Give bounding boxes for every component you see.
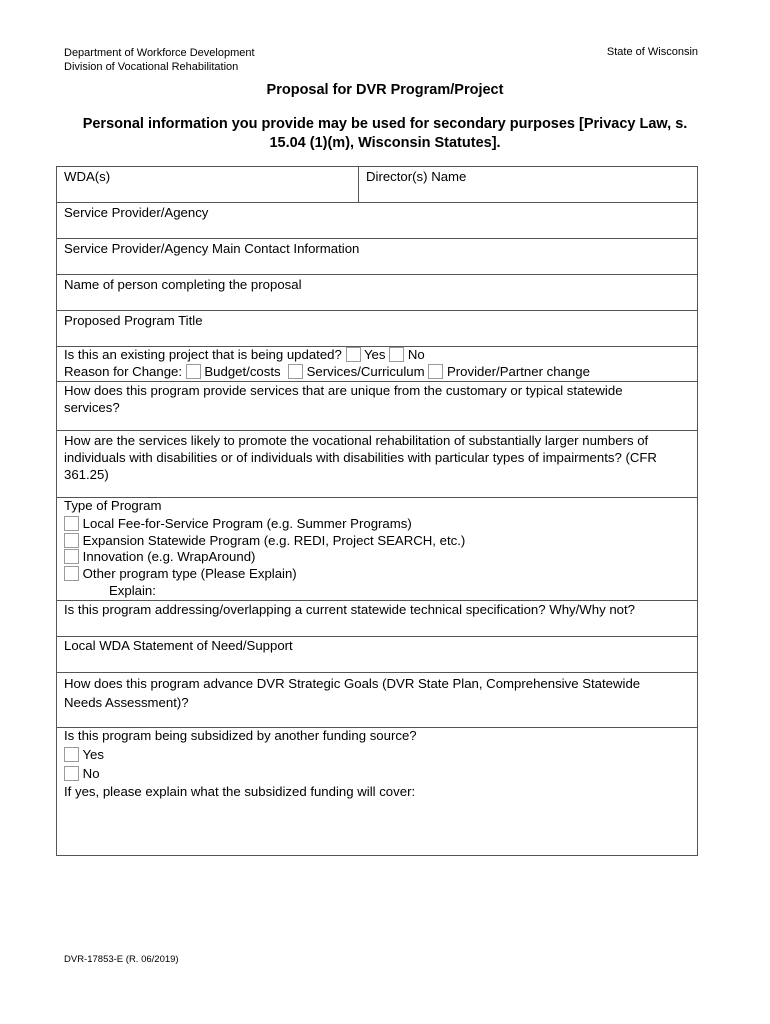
program-type-expansion-checkbox[interactable] xyxy=(64,533,79,548)
wda-director-row xyxy=(57,167,697,203)
unique-services-line-1: How does this program provide services that are unique from the customary or typical statewide xyxy=(64,383,623,398)
privacy-notice xyxy=(60,115,710,153)
reason-budget-checkbox[interactable] xyxy=(186,364,201,379)
reason-provider-checkbox[interactable] xyxy=(428,364,443,379)
program-type-other-checkbox[interactable] xyxy=(64,566,79,581)
department-name: Department of Workforce Development xyxy=(64,47,255,59)
wda-field[interactable] xyxy=(57,167,359,202)
subsidized-no-option xyxy=(64,766,100,781)
form-number: DVR-17853-E (R. 06/2019) xyxy=(64,954,179,965)
program-type-option-other xyxy=(64,566,297,581)
strategic-goals-field[interactable] xyxy=(57,673,697,728)
subsidized-question: Is this program being subsidized by another funding source? xyxy=(64,728,417,743)
strategic-goals-line-1: How does this program advance DVR Strategic Goals (DVR State Plan, Comprehensive Statewide xyxy=(64,676,641,691)
strategic-goals-question xyxy=(64,674,640,712)
subsidized-section xyxy=(57,728,697,855)
need-support-field[interactable] xyxy=(57,637,697,673)
directors-name-label: Director(s) Name xyxy=(366,169,467,184)
program-title-field[interactable] xyxy=(57,311,697,347)
program-type-option-expansion xyxy=(64,533,465,548)
existing-yes-label: Yes xyxy=(363,347,386,362)
wda-label: WDA(s) xyxy=(64,169,111,184)
person-completing-field[interactable] xyxy=(57,275,697,311)
department-header xyxy=(64,46,255,74)
reason-services-checkbox[interactable] xyxy=(288,364,303,379)
subsidized-yes-label: Yes xyxy=(82,747,104,762)
program-type-section xyxy=(57,498,697,601)
program-type-other-label: Other program type (Please Explain) xyxy=(82,566,297,581)
form-title: Proposal for DVR Program/Project xyxy=(266,82,504,98)
privacy-notice-line-1: Personal information you provide may be used for secondary purposes [Privacy Law, s. xyxy=(82,116,688,132)
program-type-innovation-checkbox[interactable] xyxy=(64,549,79,564)
strategic-goals-line-2: Needs Assessment)? xyxy=(64,695,189,710)
promote-rehabilitation-field[interactable] xyxy=(57,431,697,498)
state-name: State of Wisconsin xyxy=(606,46,698,58)
person-completing-label: Name of person completing the proposal xyxy=(64,277,302,292)
promote-line-2: individuals with disabilities or of individuals with disabilities with particular types of impairments? (CFR xyxy=(64,450,657,465)
unique-services-line-2: services? xyxy=(64,400,120,415)
program-type-innovation-label: Innovation (e.g. WrapAround) xyxy=(82,549,256,564)
promote-line-1: How are the services likely to promote the vocational rehabilitation of substantially larger numbers of xyxy=(64,433,649,448)
directors-name-field[interactable] xyxy=(359,167,697,202)
existing-project-line xyxy=(64,347,425,362)
reason-provider-label: Provider/Partner change xyxy=(446,364,590,379)
program-type-local-checkbox[interactable] xyxy=(64,516,79,531)
program-type-explain[interactable]: Explain: xyxy=(109,583,156,598)
program-type-expansion-label: Expansion Statewide Program (e.g. REDI, Project SEARCH, etc.) xyxy=(82,533,466,548)
subsidized-no-checkbox[interactable] xyxy=(64,766,79,781)
reason-label: Reason for Change: xyxy=(64,364,183,379)
main-contact-field[interactable] xyxy=(57,239,697,275)
reason-for-change-line xyxy=(64,364,590,379)
division-name: Division of Vocational Rehabilitation xyxy=(64,61,239,73)
existing-project-row xyxy=(57,347,697,381)
existing-no-label: No xyxy=(407,347,425,362)
program-type-option-innovation xyxy=(64,549,255,564)
overlap-specification-question: Is this program addressing/overlapping a current statewide technical specification? Why/Why not? xyxy=(64,602,636,617)
existing-project-question: Is this an existing project that is being updated? xyxy=(64,347,342,362)
need-support-label: Local WDA Statement of Need/Support xyxy=(64,638,293,653)
service-provider-field[interactable] xyxy=(57,203,697,239)
main-contact-label: Service Provider/Agency Main Contact Information xyxy=(64,241,360,256)
unique-services-field[interactable] xyxy=(57,381,697,431)
overlap-specification-field[interactable] xyxy=(57,601,697,637)
existing-yes-checkbox[interactable] xyxy=(346,347,361,362)
unique-services-question xyxy=(64,382,623,416)
subsidized-yes-checkbox[interactable] xyxy=(64,747,79,762)
subsidized-explain[interactable]: If yes, please explain what the subsidized funding will cover: xyxy=(64,784,416,799)
subsidized-yes-option xyxy=(64,747,104,762)
program-type-option-local xyxy=(64,516,412,531)
promote-line-3: 361.25) xyxy=(64,467,109,482)
reason-services-label: Services/Curriculum xyxy=(306,364,425,379)
service-provider-label: Service Provider/Agency xyxy=(64,205,209,220)
program-type-label: Type of Program xyxy=(64,498,162,513)
promote-rehabilitation-question xyxy=(64,432,657,483)
existing-no-checkbox[interactable] xyxy=(389,347,404,362)
proposal-form xyxy=(56,166,698,856)
program-title-label: Proposed Program Title xyxy=(64,313,203,328)
reason-budget-label: Budget/costs xyxy=(204,364,281,379)
program-type-local-label: Local Fee-for-Service Program (e.g. Summer Programs) xyxy=(82,516,412,531)
subsidized-no-label: No xyxy=(82,766,100,781)
privacy-notice-line-2: 15.04 (1)(m), Wisconsin Statutes]. xyxy=(269,135,501,151)
